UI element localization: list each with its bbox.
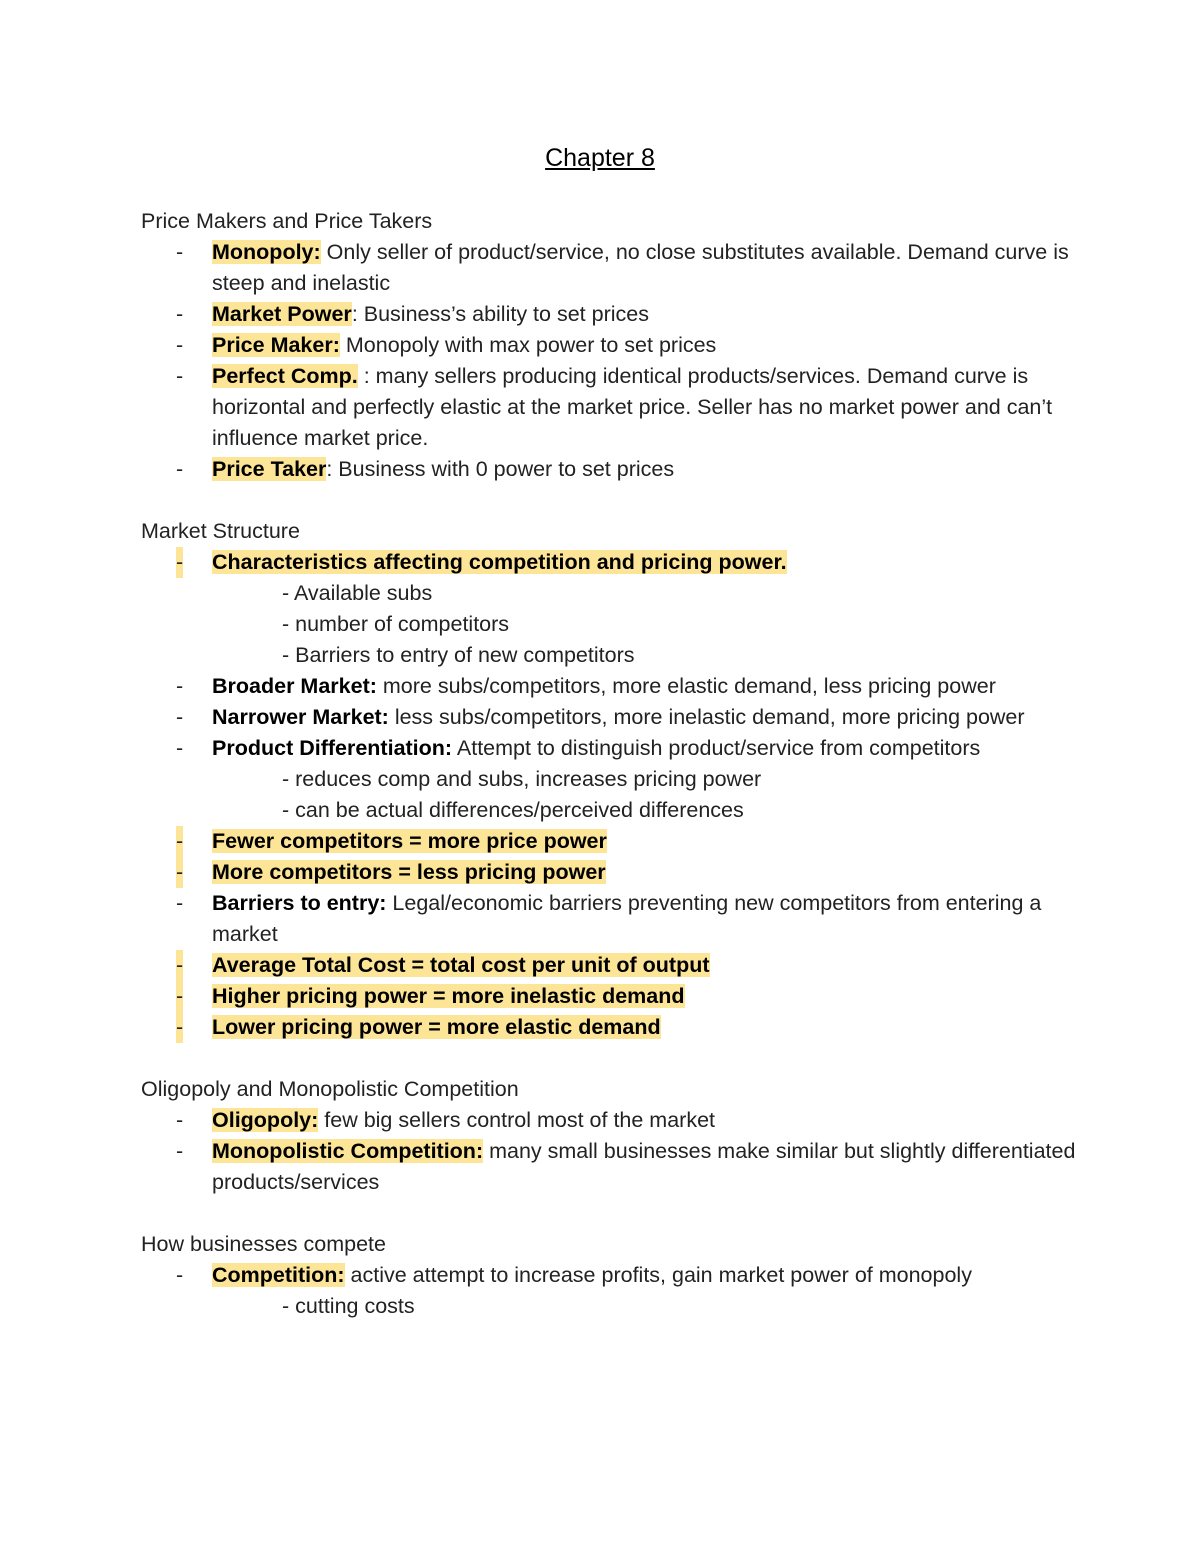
list-item — [141, 1012, 1101, 1043]
page-title: Chapter 8 — [545, 144, 655, 172]
term-label: Broader Market: — [212, 674, 377, 698]
term-label: Monopoly: — [212, 240, 321, 264]
term-label: Competition: — [212, 1263, 345, 1287]
definition-text: Only seller of product/service, no close substitutes available. Demand curve is steep and inelastic — [212, 240, 1069, 295]
section-heading: How businesses compete — [141, 1232, 386, 1256]
bullet-dash: - — [176, 457, 184, 481]
bullet-dash: - — [176, 333, 184, 357]
definition-text: : Business’s ability to set prices — [351, 302, 649, 326]
bullet-dash: - — [176, 674, 184, 698]
list-item — [141, 888, 1101, 950]
list-item — [141, 857, 1101, 888]
bullet-dash: - — [176, 736, 184, 760]
list-item — [141, 671, 1101, 702]
definition-text: Attempt to distinguish product/service from competitors — [452, 736, 981, 760]
highlighted-text: Average Total Cost = total cost per unit of output — [212, 953, 710, 977]
bullet-dash: - — [176, 826, 183, 857]
sub-item: - reduces comp and subs, increases pricing power — [282, 767, 762, 791]
bullet-dash: - — [176, 981, 183, 1012]
document-body — [141, 206, 1101, 1322]
term-label: Monopolistic Competition: — [212, 1139, 484, 1163]
sub-item: - can be actual differences/perceived differences — [282, 798, 744, 822]
highlighted-text: More competitors = less pricing power — [212, 860, 606, 884]
definition-text: Monopoly with max power to set prices — [339, 333, 717, 357]
highlighted-text: Fewer competitors = more price power — [212, 829, 607, 853]
list-item — [141, 702, 1101, 733]
term-label: Perfect Comp. — [212, 364, 358, 388]
highlighted-text: Lower pricing power = more elastic demand — [212, 1015, 661, 1039]
list-item — [141, 1136, 1101, 1198]
term-label: Narrower Market: — [212, 705, 389, 729]
definition-text: Legal/economic barriers preventing new competitors from entering a market — [212, 891, 1042, 946]
sub-item: - cutting costs — [282, 1294, 415, 1318]
bullet-dash: - — [176, 891, 184, 915]
bullet-dash: - — [176, 1012, 183, 1043]
list-item — [141, 454, 1101, 485]
bullet-dash: - — [176, 950, 183, 981]
term-label: Price Maker: — [212, 333, 340, 357]
definition-text: : many sellers producing identical products/services. Demand curve is horizontal and perfectly elastic at the market price. Seller has no market power and can’t influence market price. — [212, 364, 1053, 450]
list-item — [141, 547, 1101, 578]
list-item — [141, 299, 1101, 330]
list-item — [141, 950, 1101, 981]
bullet-dash: - — [176, 1108, 184, 1132]
highlighted-text: Higher pricing power = more inelastic demand — [212, 984, 685, 1008]
sub-item: - Available subs — [282, 581, 433, 605]
highlighted-text: Characteristics affecting competition and pricing power. — [212, 550, 787, 574]
term-label: Market Power — [212, 302, 352, 326]
bullet-dash: - — [176, 240, 184, 264]
list-item — [141, 330, 1101, 361]
bullet-dash: - — [176, 364, 184, 388]
bullet-dash: - — [176, 857, 183, 888]
definition-text: more subs/competitors, more elastic demand, less pricing power — [376, 674, 996, 698]
section-heading: Price Makers and Price Takers — [141, 209, 433, 233]
list-item — [141, 981, 1101, 1012]
definition-text: few big sellers control most of the market — [318, 1108, 716, 1132]
section-heading: Oligopoly and Monopolistic Competition — [141, 1077, 519, 1101]
list-item — [141, 826, 1101, 857]
bullet-dash: - — [176, 302, 184, 326]
definition-text: active attempt to increase profits, gain market power of monopoly — [344, 1263, 972, 1287]
section-heading: Market Structure — [141, 519, 300, 543]
list-item — [141, 1260, 1101, 1291]
list-item — [141, 733, 1101, 764]
definition-text: : Business with 0 power to set prices — [326, 457, 675, 481]
list-item — [141, 237, 1101, 299]
bullet-dash: - — [176, 1139, 184, 1163]
bullet-dash: - — [176, 547, 183, 578]
term-label: Oligopoly: — [212, 1108, 319, 1132]
term-label: Price Taker — [212, 457, 327, 481]
bullet-dash: - — [176, 705, 184, 729]
definition-text: less subs/competitors, more inelastic demand, more pricing power — [388, 705, 1025, 729]
list-item — [141, 361, 1101, 454]
definition-text: many small businesses make similar but slightly differentiated products/services — [212, 1139, 1076, 1194]
sub-item: - Barriers to entry of new competitors — [282, 643, 635, 667]
sub-item: - number of competitors — [282, 612, 510, 636]
term-label: Product Differentiation: — [212, 736, 453, 760]
bullet-dash: - — [176, 1263, 184, 1287]
list-item — [141, 1105, 1101, 1136]
term-label: Barriers to entry: — [212, 891, 387, 915]
